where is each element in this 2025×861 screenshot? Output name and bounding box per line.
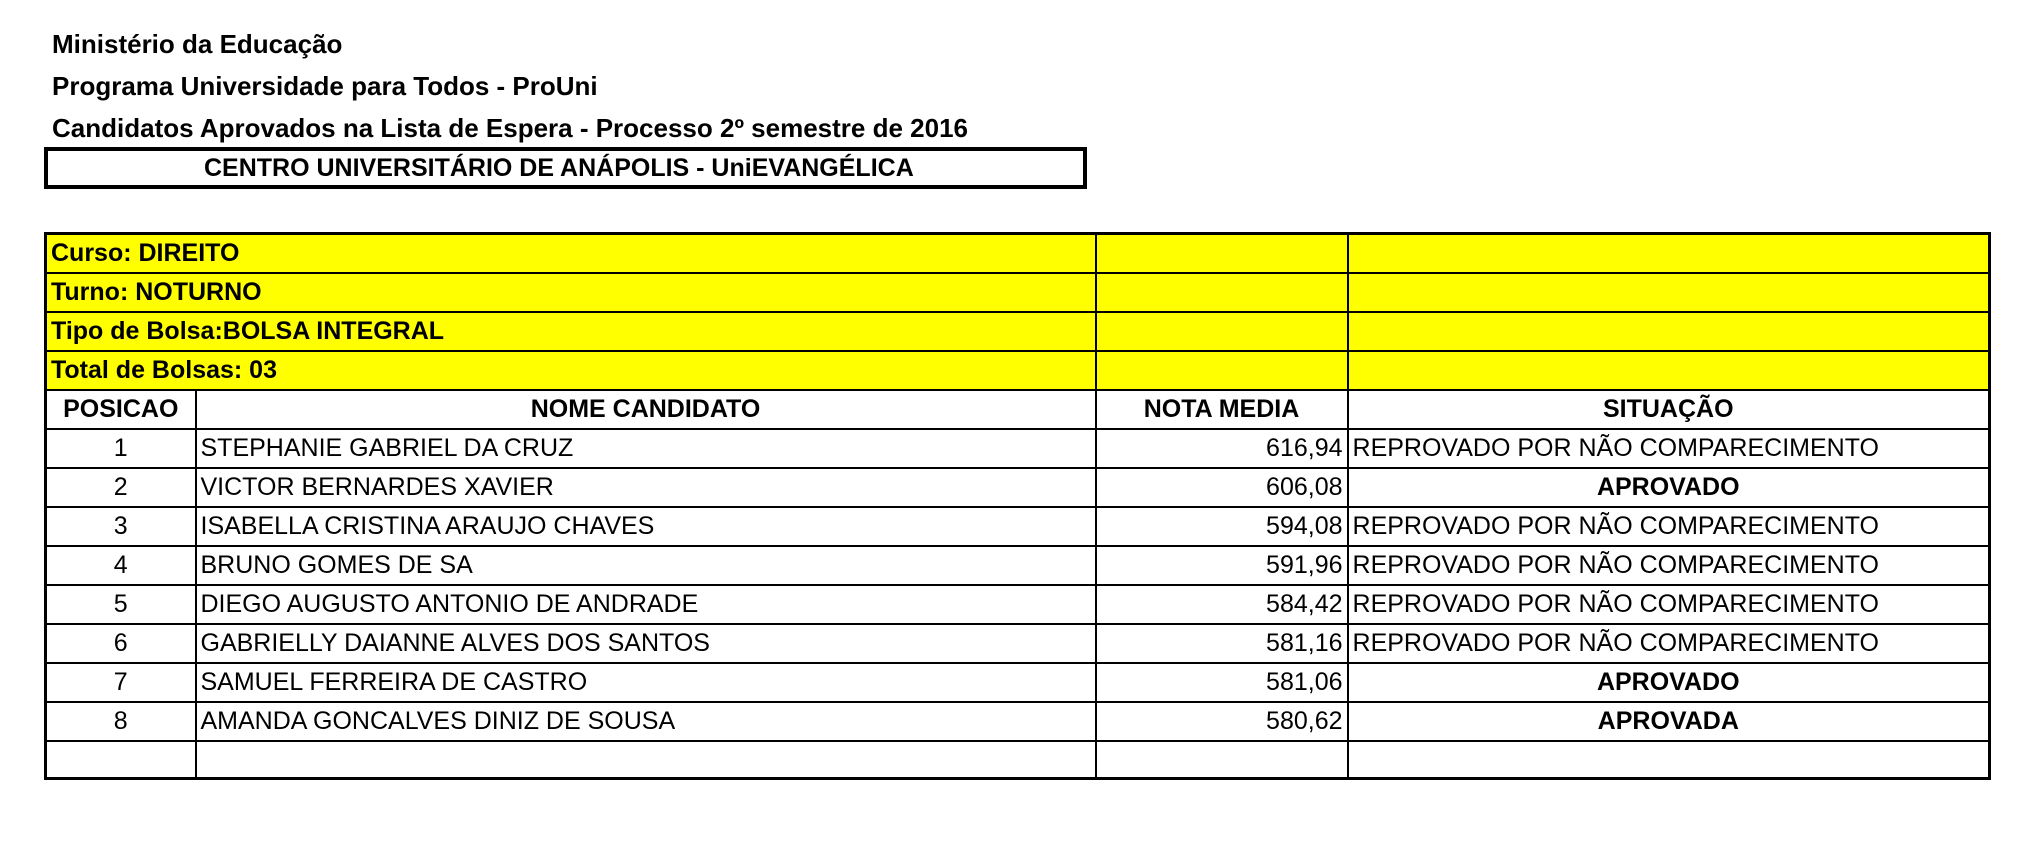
candidate-name-cell: STEPHANIE GABRIEL DA CRUZ [196,429,1096,468]
position-cell: 4 [46,546,196,585]
table-header-row [46,390,1990,429]
score-cell: 606,08 [1096,468,1348,507]
table-row [46,702,1990,741]
column-header-status: SITUAÇÃO [1348,390,1990,429]
score-cell: 591,96 [1096,546,1348,585]
position-cell: 5 [46,585,196,624]
shift-row [46,273,1990,312]
table-row [46,468,1990,507]
shift-label: Turno: NOTURNO [46,273,1096,312]
column-header-score: NOTA MEDIA [1096,390,1348,429]
table-row [46,585,1990,624]
institution-name: CENTRO UNIVERSITÁRIO DE ANÁPOLIS - UniEVANGÉLICA [44,147,1087,189]
candidate-name-cell: DIEGO AUGUSTO ANTONIO DE ANDRADE [196,585,1096,624]
candidate-name-cell: AMANDA GONCALVES DINIZ DE SOUSA [196,702,1096,741]
status-cell: REPROVADO POR NÃO COMPARECIMENTO [1348,429,1990,468]
scholarship-type-label: Tipo de Bolsa:BOLSA INTEGRAL [46,312,1096,351]
course-label: Curso: DIREITO [46,234,1096,274]
column-header-name: NOME CANDIDATO [196,390,1096,429]
candidates-table [44,232,1991,780]
position-cell: 3 [46,507,196,546]
status-cell: REPROVADO POR NÃO COMPARECIMENTO [1348,507,1990,546]
score-cell: 616,94 [1096,429,1348,468]
empty-row [46,741,1990,778]
list-title: Candidatos Aprovados na Lista de Espera - Processo 2º semestre de 2016 [52,113,969,143]
candidate-name-cell: GABRIELLY DAIANNE ALVES DOS SANTOS [196,624,1096,663]
total-scholarships-row [46,351,1990,390]
candidate-name-cell: SAMUEL FERREIRA DE CASTRO [196,663,1096,702]
ministry-title: Ministério da Educação [52,29,343,59]
course-row [46,234,1990,274]
position-cell: 1 [46,429,196,468]
table-row [46,663,1990,702]
score-cell: 581,06 [1096,663,1348,702]
position-cell: 8 [46,702,196,741]
table-row [46,546,1990,585]
total-scholarships-label: Total de Bolsas: 03 [46,351,1096,390]
program-title: Programa Universidade para Todos - ProUni [52,71,598,101]
scholarship-type-row [46,312,1990,351]
status-cell: APROVADA [1348,702,1990,741]
candidate-name-cell: BRUNO GOMES DE SA [196,546,1096,585]
status-cell: APROVADO [1348,663,1990,702]
position-cell: 7 [46,663,196,702]
candidate-name-cell: ISABELLA CRISTINA ARAUJO CHAVES [196,507,1096,546]
status-cell: REPROVADO POR NÃO COMPARECIMENTO [1348,546,1990,585]
status-cell: REPROVADO POR NÃO COMPARECIMENTO [1348,624,1990,663]
position-cell: 2 [46,468,196,507]
status-cell: APROVADO [1348,468,1990,507]
table-row [46,507,1990,546]
score-cell: 580,62 [1096,702,1348,741]
score-cell: 584,42 [1096,585,1348,624]
candidate-name-cell: VICTOR BERNARDES XAVIER [196,468,1096,507]
status-cell: REPROVADO POR NÃO COMPARECIMENTO [1348,585,1990,624]
position-cell: 6 [46,624,196,663]
table-row [46,429,1990,468]
score-cell: 581,16 [1096,624,1348,663]
table-row [46,624,1990,663]
score-cell: 594,08 [1096,507,1348,546]
column-header-position: POSICAO [46,390,196,429]
